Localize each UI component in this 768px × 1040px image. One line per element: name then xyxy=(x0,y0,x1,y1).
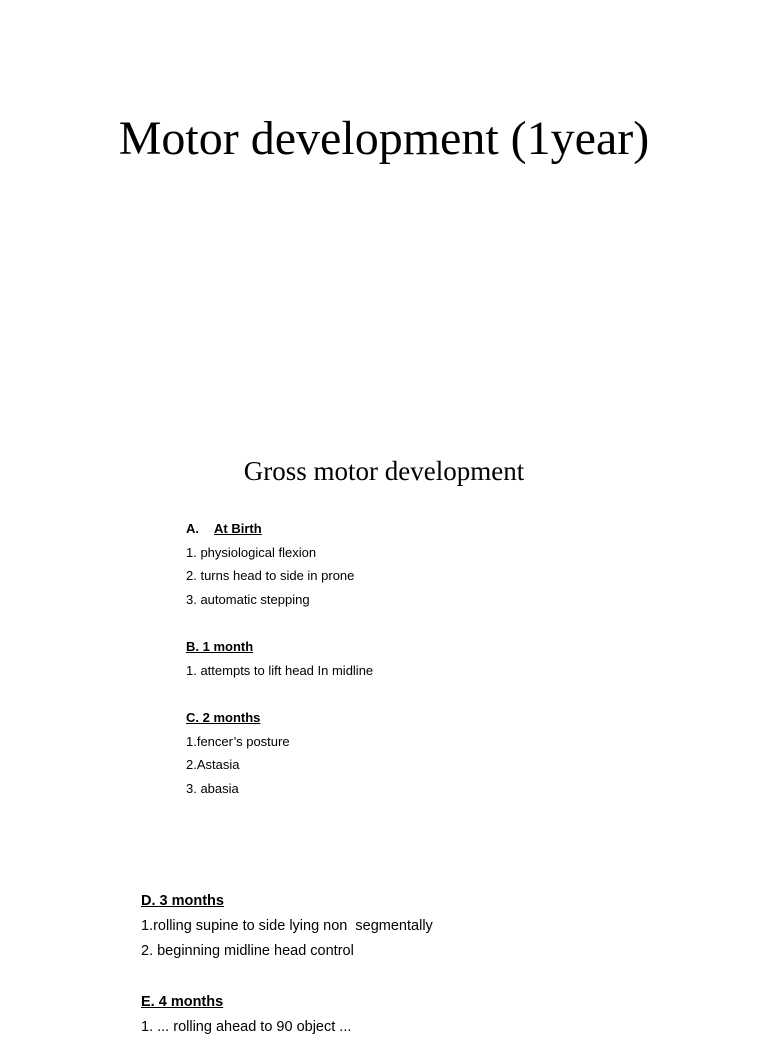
list-item: 1.rolling supine to side lying non segmentally xyxy=(141,918,433,934)
section-heading: C. 2 months xyxy=(186,710,261,725)
section-at-birth xyxy=(186,517,354,611)
list-item: 1. attempts to lift head In midline xyxy=(186,662,374,678)
section-title: Gross motor development xyxy=(243,456,525,486)
list-item: 3. automatic stepping xyxy=(186,591,310,607)
document-title: Motor development (1year) xyxy=(118,112,650,165)
list-item: 2.Astasia xyxy=(186,757,240,773)
list-item: 2. beginning midline head control xyxy=(141,943,354,959)
section-heading xyxy=(186,517,354,541)
section-heading: D. 3 months xyxy=(141,893,224,909)
section-1-month xyxy=(186,635,373,682)
section-letter: A. xyxy=(186,521,199,536)
section-3-months xyxy=(141,889,433,964)
section-heading: E. 4 months xyxy=(141,994,224,1010)
section-2-months xyxy=(186,706,290,800)
list-item: 1. physiological flexion xyxy=(186,544,317,560)
section-heading: B. 1 month xyxy=(186,639,254,654)
section-4-months xyxy=(141,990,351,1040)
list-item: 3. abasia xyxy=(186,780,239,796)
list-item: 2. turns head to side in prone xyxy=(186,568,355,584)
list-item: 1.fencer’s posture xyxy=(186,733,290,749)
list-item: 1. ... rolling ahead to 90 object ... xyxy=(141,1019,352,1035)
section-heading-text: At Birth xyxy=(214,521,262,536)
